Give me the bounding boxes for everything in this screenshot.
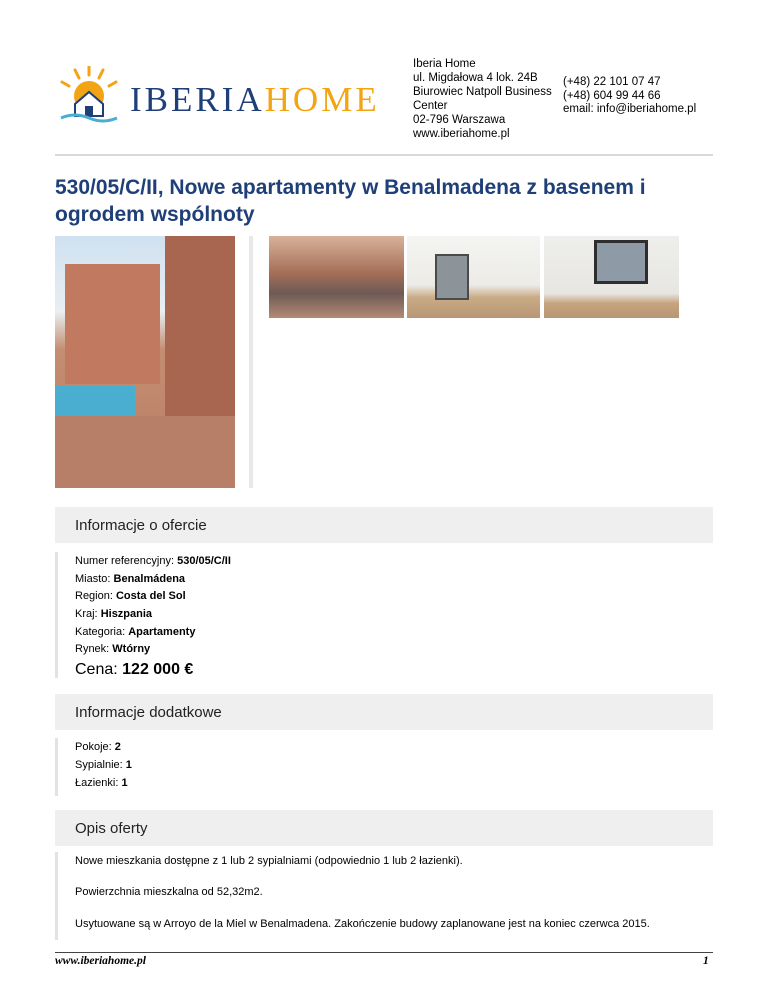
row-value: Wtórny (112, 643, 151, 655)
section-bar (55, 738, 58, 796)
info-row-rooms (75, 741, 121, 753)
sun-house-icon (55, 66, 125, 126)
price-value: 122 000 € (122, 661, 194, 678)
address-line: Center (413, 100, 448, 112)
row-label: Kraj: (75, 608, 101, 620)
row-value: 2 (114, 741, 121, 753)
row-label: Rynek: (75, 643, 113, 655)
section-title: Informacje o ofercie (75, 517, 207, 534)
page-number: 1 (703, 955, 709, 967)
row-value: Apartamenty (128, 626, 196, 638)
photo-building (65, 264, 160, 384)
info-row-region (75, 590, 186, 602)
row-label: Łazienki: (75, 777, 122, 789)
section-header-description (55, 810, 713, 846)
row-label: Kategoria: (75, 626, 129, 638)
description-paragraph: Powierzchnia mieszkalna od 52,32m2. (75, 886, 263, 898)
row-value: Benalmádena (113, 573, 186, 585)
address-line: Biurowiec Natpoll Business (413, 86, 552, 98)
photo-window (435, 254, 469, 300)
photo-window (594, 240, 648, 284)
photo-deck (55, 416, 235, 488)
listing-title (55, 174, 715, 228)
section-title: Informacje dodatkowe (75, 704, 222, 721)
company-address (413, 57, 563, 141)
description-paragraph: Nowe mieszkania dostępne z 1 lub 2 sypialniami (odpowiednio 1 lub 2 łazienki). (75, 855, 463, 867)
address-line: Iberia Home (413, 58, 476, 70)
title-line-1: 530/05/C/II, Nowe apartamenty w Benalmadena z basenem i (55, 176, 646, 199)
address-line: ul. Migdałowa 4 lok. 24B (413, 72, 538, 84)
info-row-bathrooms (75, 777, 128, 789)
logo-part-iberia: IBERIA (130, 80, 265, 119)
address-line: 02-796 Warszawa (413, 114, 506, 126)
contact-line: (+48) 604 99 44 66 (563, 89, 661, 102)
price-label: Cena: (75, 661, 123, 678)
section-bar (55, 552, 58, 678)
address-line: www.iberiahome.pl (413, 128, 510, 140)
info-row-market (75, 643, 150, 655)
row-value: 1 (121, 777, 128, 789)
footer-divider (55, 952, 713, 953)
iberiahome-logo (55, 66, 380, 126)
row-value: Hiszpania (100, 608, 153, 620)
contact-line: email: info@iberiahome.pl (563, 103, 697, 115)
row-label: Pokoje: (75, 741, 115, 753)
info-row-country (75, 608, 152, 620)
info-row-category (75, 626, 195, 638)
logo-part-home: HOME (264, 80, 380, 119)
photo-pool (55, 386, 135, 416)
company-contact (563, 76, 696, 117)
section-header-extra (55, 694, 713, 730)
contact-line: (+48) 22 101 07 47 (563, 76, 661, 88)
photo-building (165, 236, 235, 421)
section-header-offer (55, 507, 713, 543)
row-label: Miasto: (75, 573, 114, 585)
row-label: Region: (75, 590, 116, 602)
row-label: Sypialnie: (75, 759, 126, 771)
row-value: 1 (125, 759, 132, 771)
gallery-divider (249, 236, 253, 488)
main-photo[interactable] (55, 236, 235, 488)
row-value: Costa del Sol (115, 590, 186, 602)
section-title: Opis oferty (75, 820, 148, 837)
thumbnail-photo-bedroom[interactable] (544, 236, 679, 318)
info-row-city (75, 573, 185, 585)
logo-wordmark (130, 80, 380, 120)
info-row-bedrooms (75, 759, 132, 771)
thumbnail-photo-terrace[interactable] (269, 236, 404, 318)
header-divider (55, 154, 713, 156)
price (75, 661, 193, 679)
row-value: 530/05/C/II (177, 555, 231, 567)
info-row-reference (75, 555, 231, 567)
row-label: Numer referencyjny: (75, 555, 178, 567)
title-line-2: ogrodem wspólnoty (55, 203, 255, 226)
footer-website[interactable]: www.iberiahome.pl (55, 955, 146, 967)
description-paragraph: Usytuowane są w Arroyo de la Miel w Benalmadena. Zakończenie budowy zaplanowane jest na koniec czerwca 2015. (75, 918, 650, 930)
section-bar (55, 852, 58, 940)
thumbnail-photo-living-room[interactable] (407, 236, 540, 318)
